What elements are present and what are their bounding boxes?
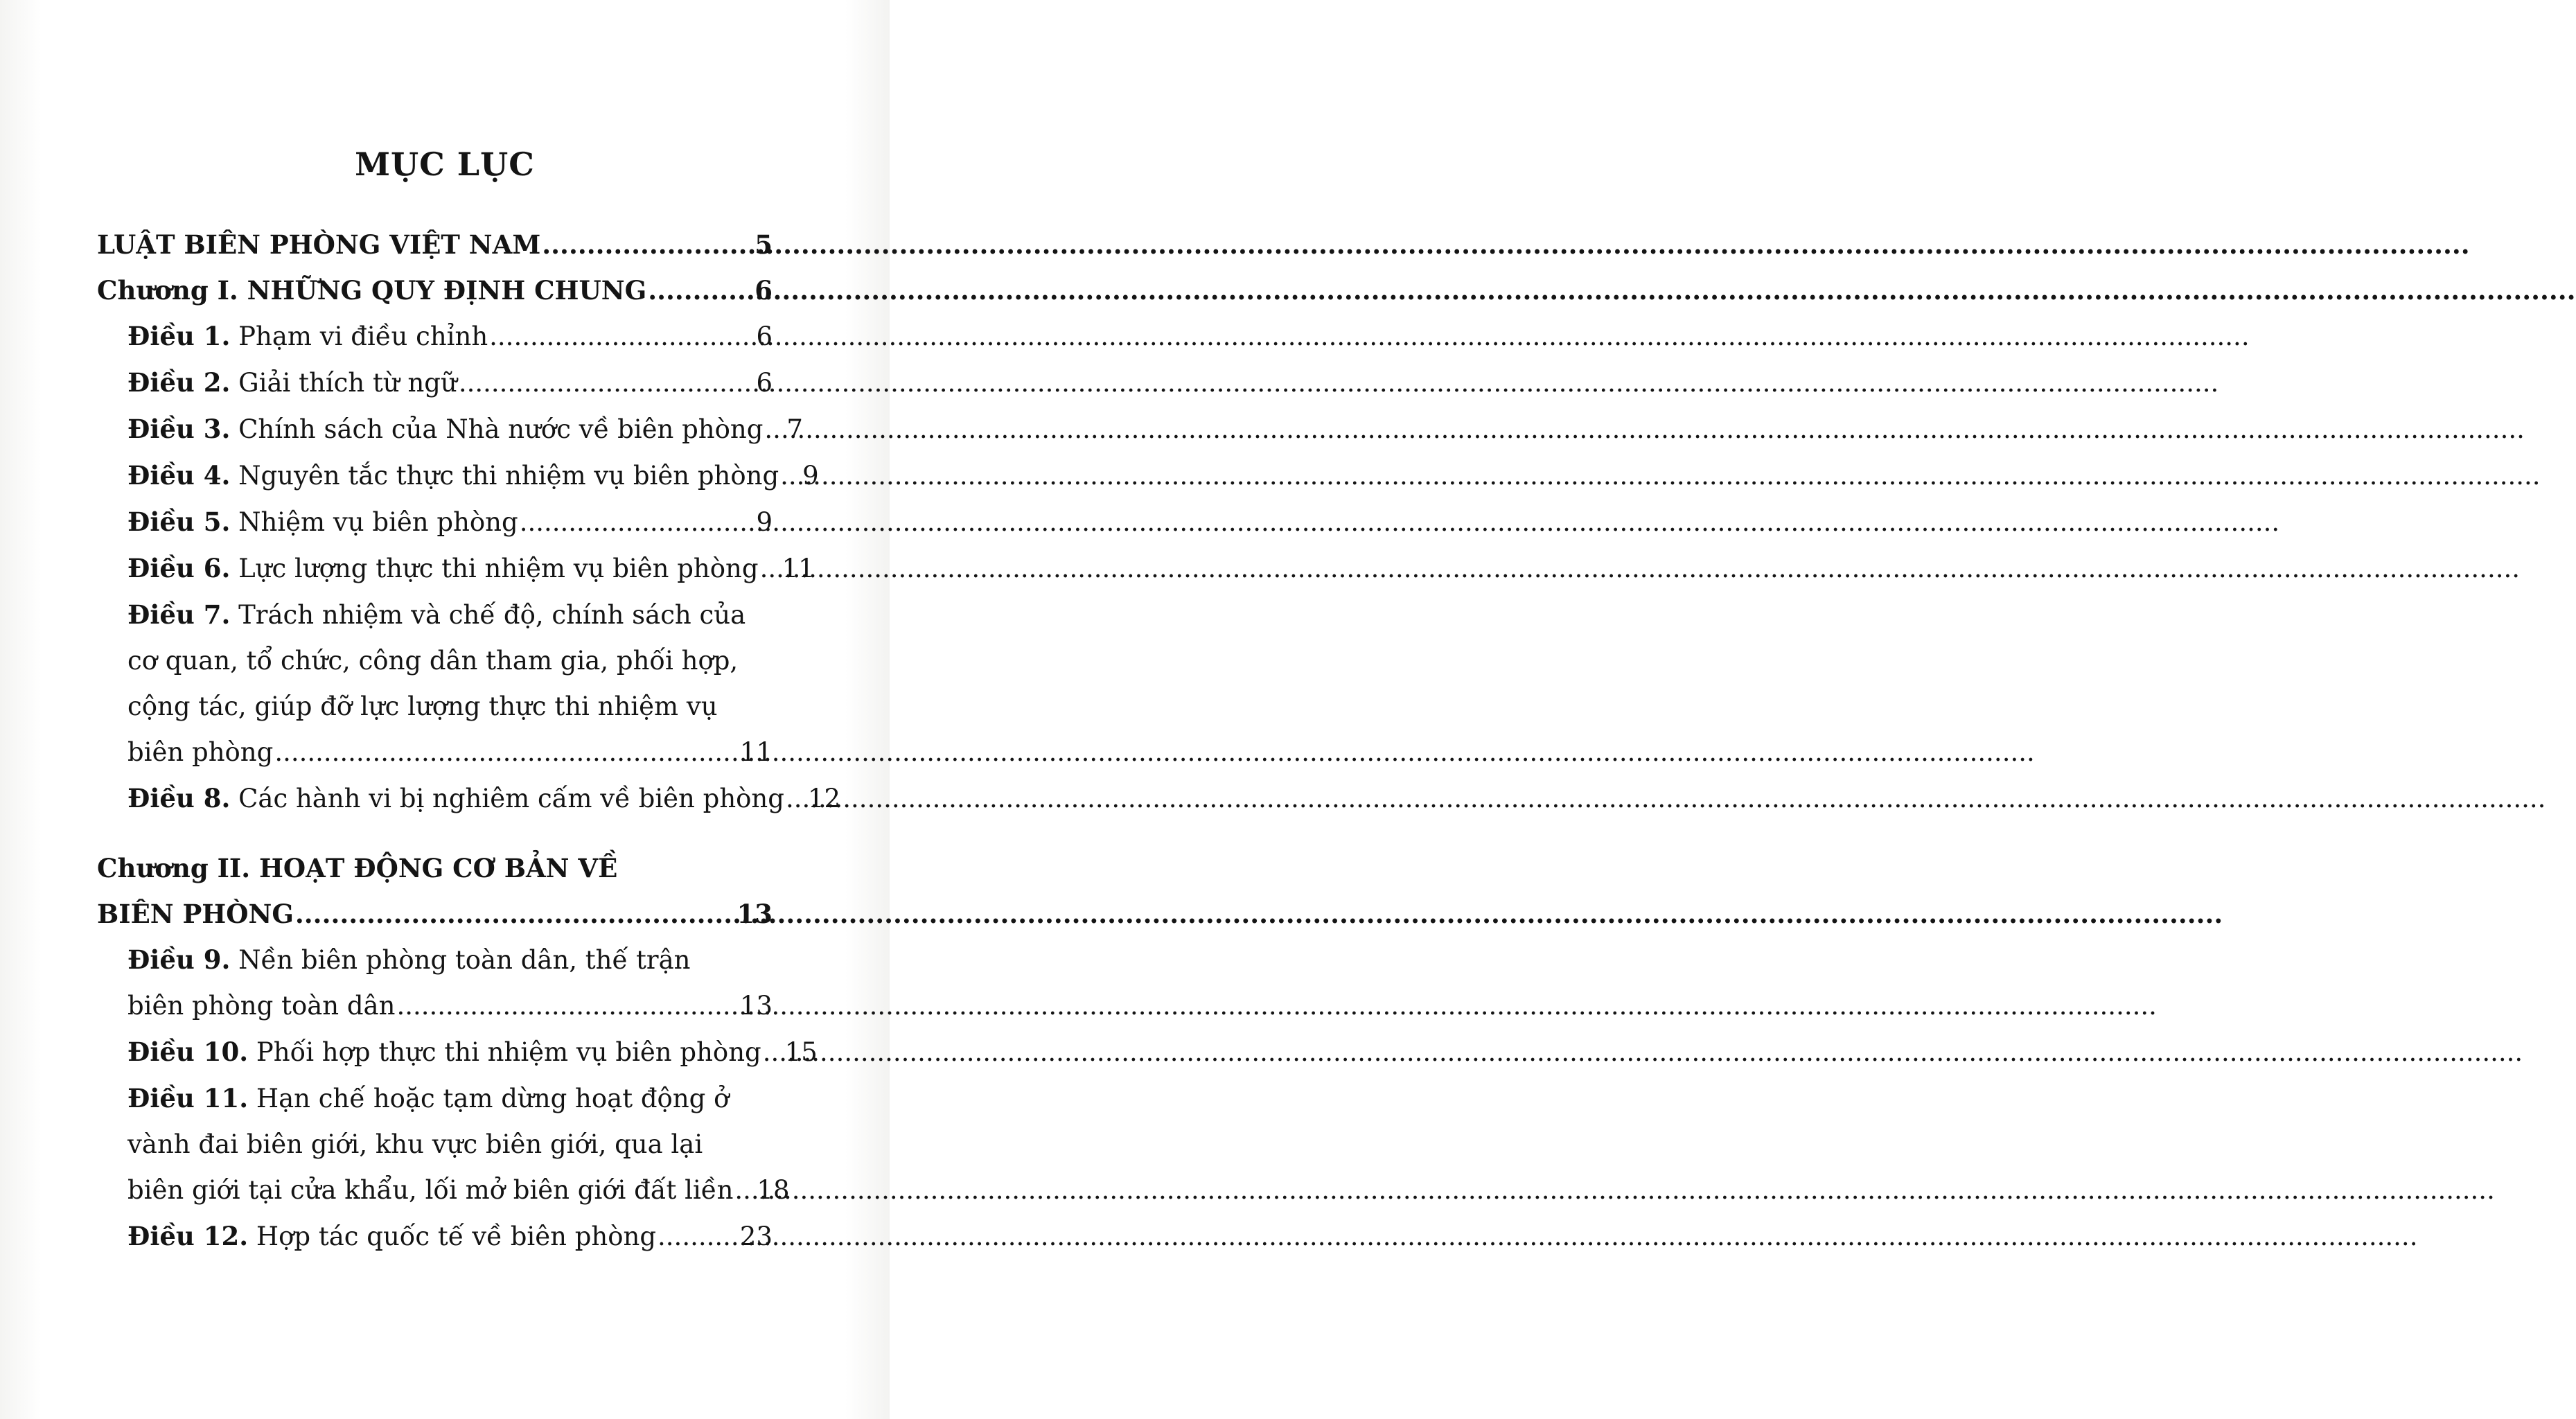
toc-article-entry [97,937,773,1029]
toc-article-label: Điều 5. [127,506,231,537]
toc-entry-text: Chương II. HOẠT ĐỘNG CƠ BẢN VỀ [97,853,618,883]
toc-entry-line [127,313,773,360]
dot-leader [763,1030,784,1075]
toc-page-number: 6 [755,275,773,306]
toc-article-label: Điều 9. [127,944,231,975]
toc-article-label: Điều 2. [127,367,231,398]
toc-article-label: Điều 8. [127,783,231,813]
toc-entry-line [127,775,841,822]
toc-entry-text: Điều 9. Nền biên phòng toàn dân, thế trận [127,944,691,975]
toc-page-number: 23 [739,1222,773,1251]
dot-leader [459,360,755,406]
toc-entry-line [127,406,803,452]
toc-page-number: 6 [756,368,773,398]
toc-entry-text: Điều 11. Hạn chế hoặc tạm dừng hoạt động ở [127,1083,730,1113]
table-of-contents [97,222,841,1260]
toc-chapter-entry [97,222,773,267]
dot-leader [734,1167,755,1213]
toc-entry-text: Điều 2. Giải thích từ ngữ [127,367,457,398]
dot-leader [295,891,736,937]
toc-entry-line [127,1213,773,1260]
toc-page-number: 11 [782,554,815,583]
toc-entry-text: Điều 6. Lực lượng thực thi nhiệm vụ biên phòng [127,553,759,583]
dot-leader [542,222,753,267]
toc-article-label: Điều 3. [127,414,231,444]
toc-entry-line [127,545,815,592]
toc-article-entry [97,1029,818,1075]
toc-chapter-entry [97,845,773,937]
toc-entry-text: Điều 4. Nguyên tắc thực thi nhiệm vụ biên phòng [127,460,779,491]
dot-leader [396,983,738,1029]
toc-entry-line [127,1029,818,1075]
toc-article-label: Điều 11. [127,1083,249,1113]
dot-leader [780,453,801,499]
toc-entry-text: cơ quan, tổ chức, công dân tham gia, phối hợp, [127,646,739,676]
toc-article-entry [97,313,773,360]
toc-article-label: Điều 6. [127,553,231,583]
toc-article-label: Điều 4. [127,460,231,491]
toc-entry-text: Điều 7. Trách nhiệm và chế độ, chính sách của [127,599,746,630]
toc-page-number: 13 [736,899,773,929]
toc-page-number: 9 [756,507,773,537]
toc-page-number: 15 [784,1037,818,1067]
toc-entry-text: biên phòng toàn dân [127,991,396,1021]
toc-entry-text: cộng tác, giúp đỡ lực lượng thực thi nhiệm vụ [127,691,718,721]
toc-article-entry [97,592,773,775]
toc-entry-line [127,1075,773,1122]
toc-entry-text: Chương I. NHỮNG QUY ĐỊNH CHUNG [97,275,647,306]
book-page [0,0,890,1419]
toc-page-number: 5 [755,229,773,260]
toc-entry-line [97,891,773,937]
toc-article-label: Điều 1. [127,321,231,351]
toc-entry-line [97,222,773,267]
toc-page-number: 6 [756,321,773,351]
page-title: MỤC LỤC [355,146,535,183]
toc-entry-text: LUẬT BIÊN PHÒNG VIỆT NAM [97,229,541,260]
toc-entry-text: Điều 5. Nhiệm vụ biên phòng [127,506,518,537]
toc-entry-text: vành đai biên giới, khu vực biên giới, qua lại [127,1129,703,1159]
toc-entry-text: Điều 3. Chính sách của Nhà nước về biên phòng [127,414,764,444]
toc-entry-line [127,937,773,983]
dot-leader [760,546,781,592]
toc-article-label: Điều 7. [127,599,231,630]
toc-page-number: 13 [739,991,773,1021]
toc-article-entry [97,406,803,452]
toc-entry-line [127,592,773,638]
toc-page-number: 18 [757,1175,790,1205]
toc-article-label: Điều 10. [127,1037,249,1067]
toc-page-number: 9 [802,461,819,491]
toc-entry-text: Điều 10. Phối hợp thực thi nhiệm vụ biên phòng [127,1037,761,1067]
toc-entry-line [127,684,773,730]
toc-page-number: 11 [739,737,773,767]
dot-leader [520,500,755,545]
toc-entry-text: Điều 8. Các hành vi bị nghiêm cấm về biên phòng [127,783,784,813]
dot-leader [274,730,739,775]
toc-article-entry [97,775,841,822]
toc-entry-text: biên phòng [127,737,274,767]
toc-entry-line [97,267,773,313]
toc-entry-line [127,730,773,775]
toc-entry-line [127,1122,773,1167]
toc-article-entry [97,1075,790,1213]
toc-entry-text: biên giới tại cửa khẩu, lối mở biên giới đất liền [127,1175,734,1205]
toc-article-entry [97,1213,773,1260]
toc-article-entry [97,452,819,499]
toc-article-entry [97,545,815,592]
toc-chapter-entry [97,267,773,313]
toc-entry-line [127,360,773,406]
toc-page-number: 12 [807,784,841,813]
toc-entry-text: BIÊN PHÒNG [97,899,294,929]
toc-article-label: Điều 12. [127,1221,249,1251]
toc-page-number: 7 [786,414,803,444]
toc-entry-line [127,1167,790,1213]
toc-entry-line [127,452,819,499]
dot-leader [786,776,806,822]
toc-entry-text: Điều 12. Hợp tác quốc tế về biên phòng [127,1221,657,1251]
dot-leader [648,267,753,313]
toc-entry-line [127,638,773,684]
toc-entry-line [97,845,773,891]
dot-leader [489,314,755,360]
toc-entry-text: Điều 1. Phạm vi điều chỉnh [127,321,488,351]
dot-leader [764,407,785,452]
toc-entry-line [127,499,773,545]
toc-article-entry [97,499,773,545]
dot-leader [658,1214,739,1260]
toc-article-entry [97,360,773,406]
toc-entry-line [127,983,773,1029]
